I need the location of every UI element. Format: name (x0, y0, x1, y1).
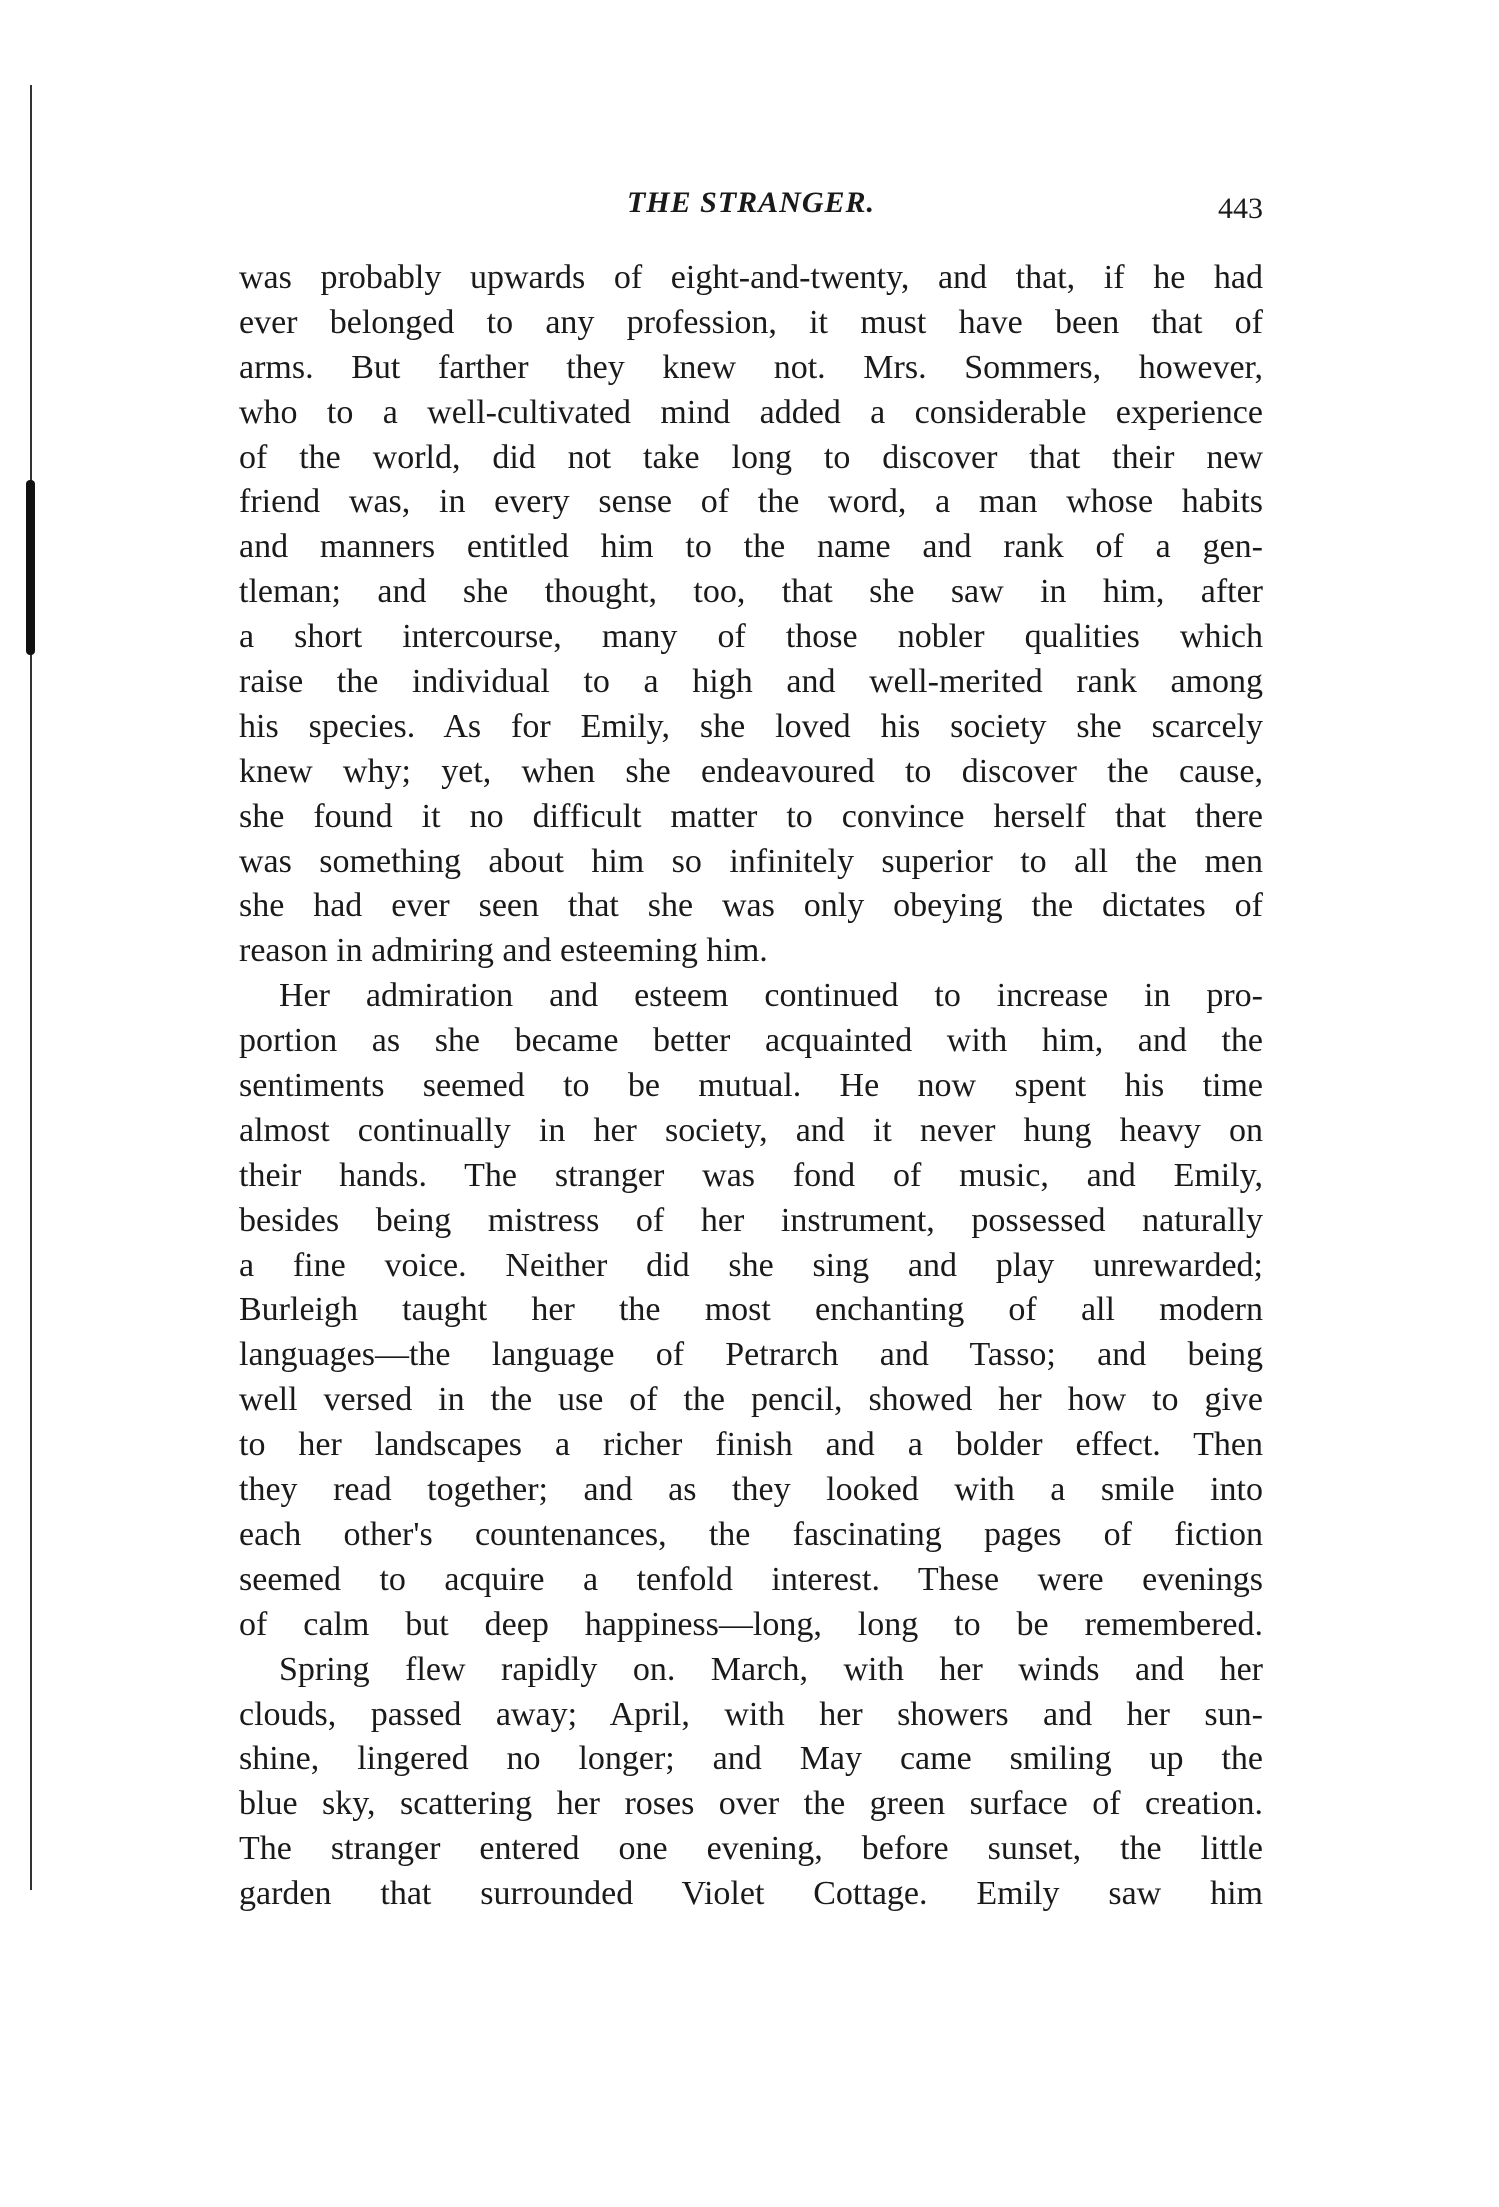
text-line: to her landscapes a richer finish and a bolder effect. Then (239, 1426, 1263, 1464)
text-line: Her admiration and esteem continued to increase in pro- (279, 977, 1263, 1015)
page-body (239, 256, 1263, 1917)
text-line: shine, lingered no longer; and May came smiling up the (239, 1740, 1263, 1778)
text-line: besides being mistress of her instrument, possessed naturally (239, 1201, 1263, 1239)
text-line: reason in admiring and esteeming him. (239, 932, 768, 970)
running-header (239, 186, 1263, 230)
text-line: knew why; yet, when she endeavoured to discover the cause, (239, 752, 1263, 790)
text-line: was something about him so infinitely superior to all the men (239, 842, 1263, 880)
text-line: The stranger entered one evening, before sunset, the little (239, 1830, 1263, 1868)
text-line: portion as she became better acquainted with him, and the (239, 1022, 1263, 1060)
text-line: tleman; and she thought, too, that she saw in him, after (239, 573, 1263, 611)
text-line: Spring flew rapidly on. March, with her winds and her (279, 1650, 1263, 1688)
text-line: garden that surrounded Violet Cottage. Emily saw him (239, 1875, 1263, 1913)
text-line: his species. As for Emily, she loved his society she scarcely (239, 707, 1263, 745)
text-line: of calm but deep happiness—long, long to be remembered. (239, 1605, 1263, 1643)
text-line: was probably upwards of eight-and-twenty, and that, if he had (239, 259, 1263, 296)
text-line: of the world, did not take long to discover that their new (239, 438, 1263, 476)
text-line: each other's countenances, the fascinating pages of fiction (239, 1515, 1263, 1553)
text-line: she had ever seen that she was only obeying the dictates of (239, 887, 1263, 925)
text-line: clouds, passed away; April, with her showers and her sun- (239, 1695, 1263, 1733)
text-line: blue sky, scattering her roses over the green surface of creation. (239, 1785, 1263, 1823)
text-line: they read together; and as they looked with a smile into (239, 1471, 1263, 1509)
text-line: languages—the language of Petrarch and Tasso; and being (239, 1336, 1263, 1374)
text-line: Burleigh taught her the most enchanting of all modern (239, 1291, 1263, 1329)
text-line: and manners entitled him to the name and rank of a gen- (239, 528, 1263, 566)
page-number: 443 (1218, 192, 1263, 225)
scan-edge-mark (26, 480, 35, 655)
text-line: raise the individual to a high and well-merited rank among (239, 663, 1263, 701)
text-line: almost continually in her society, and it never hung heavy on (239, 1111, 1263, 1149)
text-line: friend was, in every sense of the word, a man whose habits (239, 483, 1263, 521)
text-line: she found it no difficult matter to convince herself that there (239, 797, 1263, 835)
text-line: sentiments seemed to be mutual. He now spent his time (239, 1067, 1263, 1105)
text-line: ever belonged to any profession, it must have been that of (239, 303, 1263, 341)
text-line: well versed in the use of the pencil, showed her how to give (239, 1381, 1263, 1419)
text-line: their hands. The stranger was fond of music, and Emily, (239, 1156, 1263, 1194)
text-line: a fine voice. Neither did she sing and play unrewarded; (239, 1246, 1263, 1284)
text-line: arms. But farther they knew not. Mrs. Sommers, however, (239, 348, 1263, 386)
text-line: seemed to acquire a tenfold interest. These were evenings (239, 1560, 1263, 1598)
text-line: a short intercourse, many of those nobler qualities which (239, 618, 1263, 656)
scan-edge-line (30, 85, 32, 1890)
running-title: THE STRANGER. (626, 186, 876, 219)
text-line: who to a well-cultivated mind added a considerable experience (239, 393, 1263, 431)
